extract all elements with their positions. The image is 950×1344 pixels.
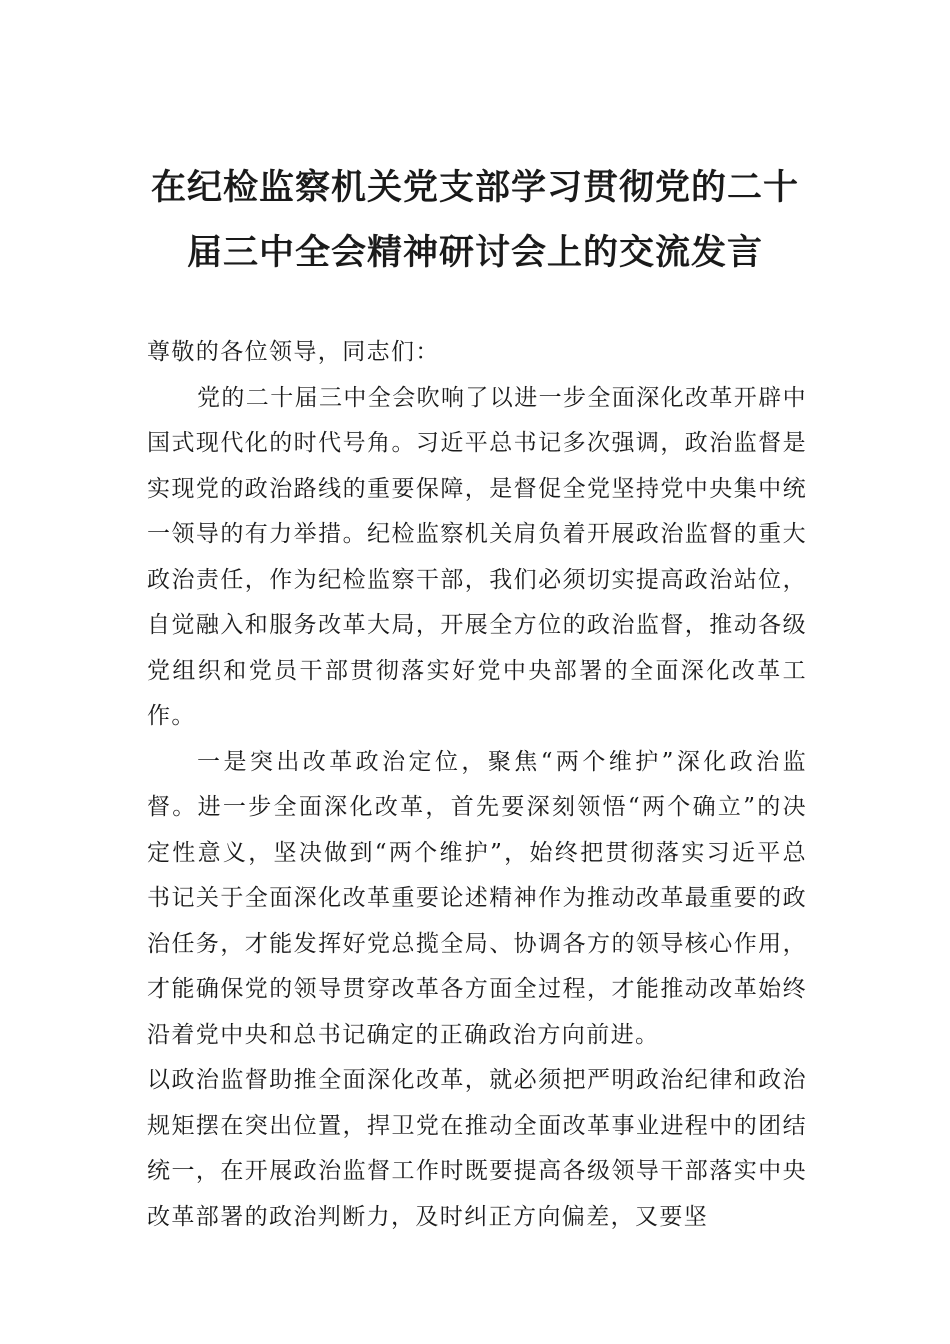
document-title-line-2: 届三中全会精神研讨会上的交流发言 [186,232,763,273]
paragraph-point-one: 一是突出改革政治定位，聚焦“两个维护”深化政治监督。进一步全面深化改革，首先要深刻领悟“两个确立”的决定性意义，坚决做到“两个维护”，始终把贯彻落实习近平总书记关于全面深化改革重要论述精神作为推动改革最重要的政治任务，才能发挥好党总揽全局、协调各方的领导核心作用，才能确保党的领导贯穿改革各方面全过程，才能推动改革始终沿着党中央和总书记确定的正确政治方向前进。 [147,748,807,1048]
document-title-line-1: 在纪检监察机关党支部学习贯彻党的二十 [150,167,799,208]
paragraph-continuation: 以政治监督助推全面深化改革，就必须把严明政治纪律和政治规矩摆在突出位置，捍卫党在推动全面改革事业进程中的团结统一，在开展政治监督工作时既要提高各级领导干部落实中央改革部署的政治判断力，及时纠正方向偏差，又要坚 [147,1067,807,1230]
paragraph-intro: 党的二十届三中全会吹响了以进一步全面深化改革开辟中国式现代化的时代号角。习近平总书记多次强调，政治监督是实现党的政治路线的重要保障，是督促全党坚持党中央集中统一领导的有力举措。纪检监察机关肩负着开展政治监督的重大政治责任，作为纪检监察干部，我们必须切实提高政治站位，自觉融入和服务改革大局，开展全方位的政治监督，推动各级党组织和党员干部贯彻落实好党中央部署的全面深化改革工作。 [147,384,807,729]
salutation: 尊敬的各位领导，同志们： [147,339,440,365]
document-body [147,330,807,1240]
